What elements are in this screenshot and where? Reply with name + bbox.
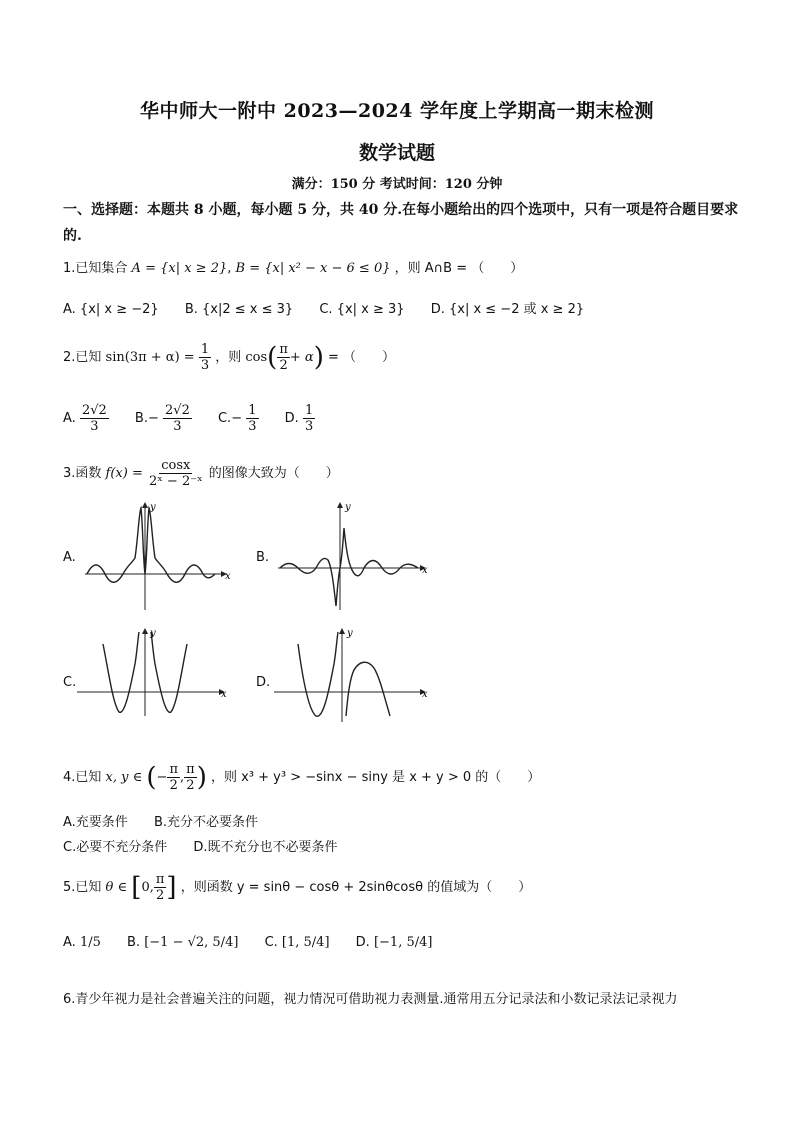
question-1: 1.已知集合 A = {x| x ≥ 2}, B = {x| x² − x − 6 ≤ 0} ，则 A∩B = （ ） xyxy=(63,261,524,276)
q5-theta-in: θ ∈ xyxy=(105,880,128,895)
question-2: 2.已知 sin(3π + α) = $\frac{1}{3}$ ，则 cos( $\frac{\pi}{2}$ + α) = （ ） xyxy=(63,342,396,373)
q3-fraction: $\frac{\cos x}{\text{2ˣ − 2⁻ˣ}}$ xyxy=(149,458,203,489)
q4-prefix: 4.已知 xyxy=(63,770,102,785)
q5-mid: ，则函数 y = sinθ − cosθ + 2sinθcosθ 的值域为（ ） xyxy=(180,880,532,895)
question-3 xyxy=(63,458,743,489)
graph-d-y-arrow xyxy=(339,628,345,634)
q1-set-b: B = {x| x² − x − 6 ≤ 0} xyxy=(235,261,391,276)
question-4: 4.已知 x, y ∈ (− $\frac{\pi}{2}$ , $\frac{\pi}{2}$ ) ，则 x³ + y³ > −sinx − siny 是 x + y > 0 的（ ） xyxy=(63,762,541,793)
q4-options-row1 xyxy=(63,811,743,830)
q5-prefix: 5.已知 xyxy=(63,880,102,895)
q1-option-a: A. {x| x ≥ −2} xyxy=(63,302,159,317)
q4-option-b: B.充分不必要条件 xyxy=(153,815,259,830)
graph-c-right-branch xyxy=(151,632,187,712)
graph-b-y-arrow xyxy=(337,502,343,508)
q2-cos: cos xyxy=(245,350,268,365)
q5-option-d: D. [−1, 5/4] xyxy=(355,935,433,950)
subject-title: 数学试题 xyxy=(358,142,435,164)
q2-option-a: A. $\frac{2√2}{3}$ xyxy=(63,403,107,434)
graph-a-x-label: x xyxy=(225,571,231,582)
q1-option-b: B. {x|2 ≤ x ≤ 3} xyxy=(184,302,294,317)
q5-option-a: A. 1/5 xyxy=(63,935,101,950)
q4-mid: ，则 x³ + y³ > −sinx − siny 是 x + y > 0 的（ ） xyxy=(210,770,541,785)
q1-suffix: ，则 A∩B = （ ） xyxy=(394,261,524,276)
q2-suffix: = （ ） xyxy=(327,350,396,365)
section-heading: 一、选择题：本题共 8 小题，每小题 5 分，共 40 分.在每小题给出的四个选项中，只有一项是符合题目要求的. xyxy=(63,202,739,244)
graph-a-label: A. xyxy=(63,550,76,565)
exam-title: 华中师大一附中 2023—2024 学年度上学期高一期末检测 xyxy=(140,100,654,122)
q1-option-c: C. {x| x ≥ 3} xyxy=(319,302,405,317)
graph-c-y-arrow xyxy=(142,628,148,634)
graph-a-curve xyxy=(87,508,215,582)
graph-b-curve xyxy=(280,528,418,606)
q2-middle: ，则 xyxy=(215,350,242,365)
graph-b-x-label: x xyxy=(422,565,428,576)
q1-options xyxy=(63,298,743,317)
q5-option-c: C. [1, 5/4] xyxy=(264,935,330,950)
exam-info: 满分：150 分 考试时间：120 分钟 xyxy=(291,177,503,192)
graph-a-y-label: y xyxy=(150,502,156,513)
q5-options xyxy=(63,935,743,950)
graph-b-label: B. xyxy=(256,550,270,565)
question-5: 5.已知 θ ∈ [0, $\frac{\pi}{2}$ ] ，则函数 y = sinθ − cosθ + 2sinθcosθ 的值域为（ ） xyxy=(63,872,532,903)
graph-a xyxy=(75,498,235,613)
q2-options xyxy=(63,403,743,434)
graph-a-y-arrow xyxy=(142,502,148,508)
q1-option-d: D. {x| x ≤ −2 或 x ≥ 2} xyxy=(430,302,585,317)
graph-b-y-label: y xyxy=(345,502,351,513)
q4-option-c: C.必要不充分条件 xyxy=(63,840,168,855)
q3-prefix: 3.函数 xyxy=(63,466,102,481)
q3-func: f(x) = xyxy=(105,466,143,481)
q2-prefix: 2.已知 xyxy=(63,350,102,365)
graph-d-y-label: y xyxy=(347,628,353,639)
q2-plus-alpha: + α xyxy=(289,350,314,365)
question-6: 6.青少年视力是社会普遍关注的问题，视力情况可借助视力表测量.通常用五分记录法和小数记录法记录视力 xyxy=(63,992,678,1007)
graph-c xyxy=(75,624,235,719)
graph-d-x-label: x xyxy=(422,689,428,700)
q5-option-b: B. [−1 − √2, 5/4] xyxy=(127,935,239,950)
graph-c-y-label: y xyxy=(150,628,156,639)
q1-prefix: 1.已知集合 xyxy=(63,261,128,276)
q4-left-bound: $\frac{\pi}{2}$ xyxy=(169,762,178,793)
q4-option-d: D.既不充分也不必要条件 xyxy=(193,840,338,855)
graph-c-x-label: x xyxy=(221,689,227,700)
q2-expr1: sin(3π + α) = xyxy=(105,350,195,365)
q2-option-d: D. $\frac{1}{3}$ xyxy=(284,403,314,434)
graph-c-label: C. xyxy=(63,675,77,690)
graph-b xyxy=(272,498,432,613)
q4-options-row2 xyxy=(63,836,743,855)
graph-d xyxy=(272,624,432,724)
q4-option-a: A.充要条件 xyxy=(63,815,128,830)
graph-d-label: D. xyxy=(256,675,271,690)
q2-value-fraction: $\frac{1}{3}$ xyxy=(200,342,210,373)
q2-pi-over-2: $\frac{\pi}{2}$ xyxy=(279,342,288,373)
graph-d-left-branch xyxy=(298,632,338,716)
q4-right-bound: $\frac{\pi}{2}$ xyxy=(186,762,195,793)
graph-d-right-branch xyxy=(346,662,390,716)
q4-vars: x, y ∈ xyxy=(105,770,143,785)
q2-option-c: C.− $\frac{1}{3}$ xyxy=(217,403,257,434)
q5-pi-over-2: $\frac{\pi}{2}$ xyxy=(155,872,165,903)
q2-option-b: B.− $\frac{2√2}{3}$ xyxy=(134,403,190,434)
graph-c-left-branch xyxy=(103,632,139,712)
q3-suffix: 的图像大致为（ ） xyxy=(208,466,339,481)
q1-set-a: A = {x| x ≥ 2} xyxy=(131,261,228,276)
